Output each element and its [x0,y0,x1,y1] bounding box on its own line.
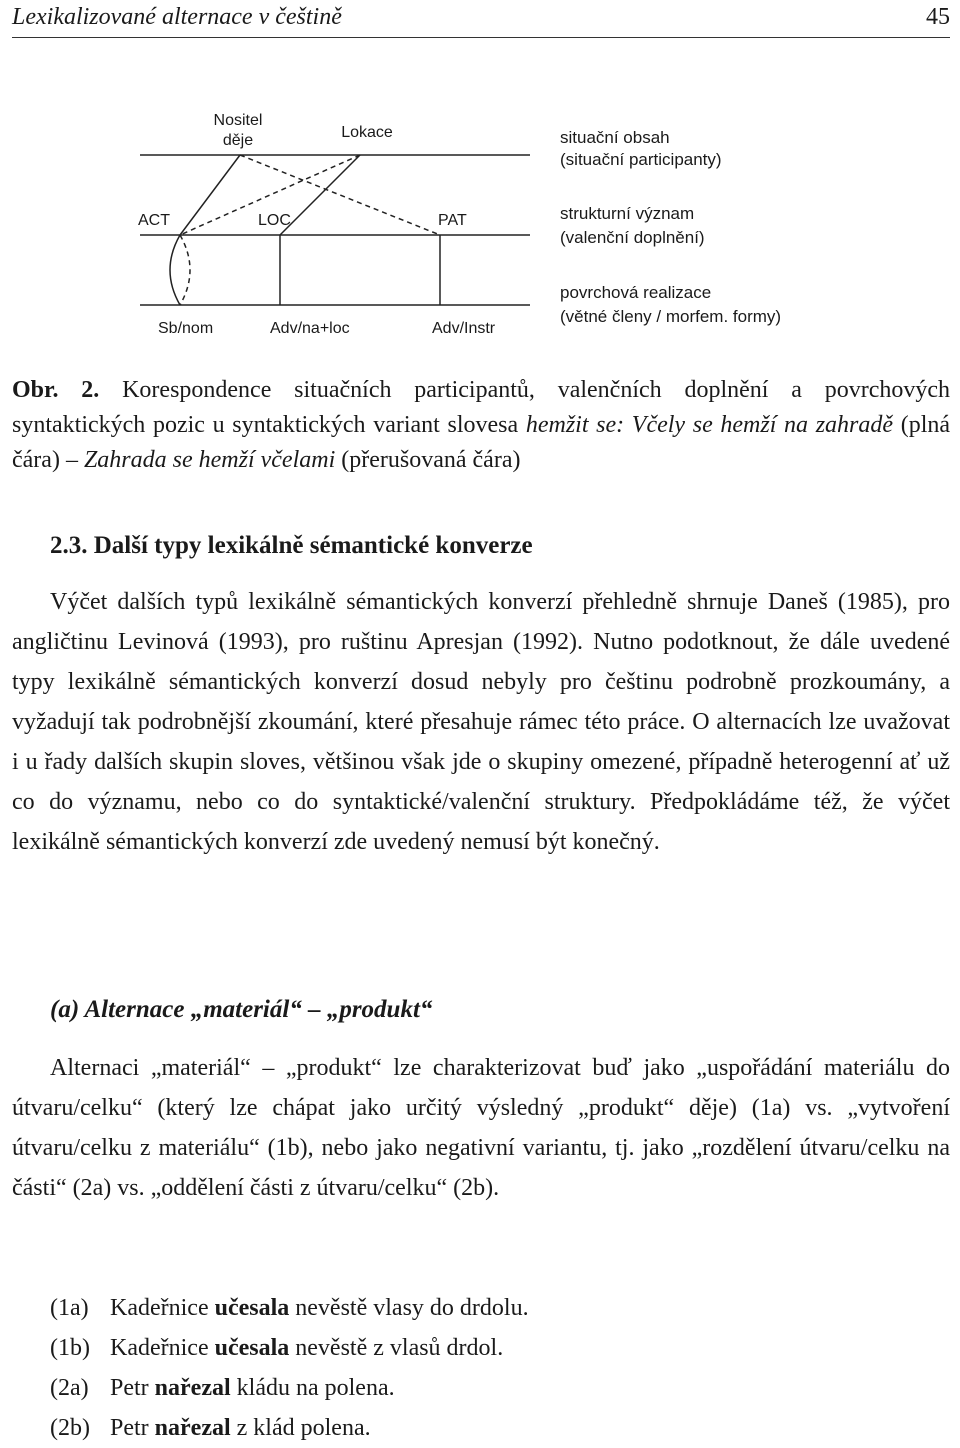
subsection-heading: (a) Alternace „materiál“ – „produkt“ [50,996,433,1023]
caption-text-2: (plná čára) – [12,412,951,473]
figure-caption [12,373,950,478]
example-item [50,1368,529,1408]
lokace-to-loc-line [280,155,360,235]
legend-row3-line2: (větné členy / morfem. formy) [560,307,782,326]
example-post: z klád polena. [230,1415,371,1441]
nositel-label: Nositel [213,112,263,129]
pat-label: PAT [438,212,467,229]
running-title: Lexikalizované alternace v češtině [12,4,342,30]
act-to-sbnom-dashed-curve [180,235,190,305]
section-number: 2.3. [50,532,88,559]
legend-row1-line1: situační obsah [560,128,670,147]
example-post: kládu na polena. [230,1375,395,1401]
example-list [50,1288,529,1448]
example-verb: učesala [214,1295,290,1321]
example-pre: Petr [110,1415,155,1441]
caption-text-1: Korespondence situačních participantů, valenčních doplnění a povrchových syntaktických pozic u syntaktických variant slovesa [12,377,951,438]
example-label: (1b) [50,1335,90,1361]
body-paragraph-2: Alternaci „materiál“ – „produkt“ lze charakterizovat buď jako „uspořádání materiálu do útvaru/celku“ (který lze chápat jako určitý výsledný „produkt“ děje) (1a) vs. „vytvoření útvaru/celku z materiálu“ (1b), nebo jako negativní variantu, tj. jako „rozdělení útvaru/celku na části“ (2a) vs. „oddělení části z útvaru/celku“ (2b). [12,1055,950,1201]
legend-row2-line1: strukturní význam [560,204,695,223]
example-item [50,1288,529,1328]
example-verb: nařezal [154,1375,231,1401]
caption-italic-1: hemžit se: Včely se hemží na zahradě [525,412,894,438]
section-heading [50,528,960,563]
body-paragraph-1: Výčet dalších typů lexikálně sémantických konverzí přehledně shrnuje Daneš (1985), pro angličtinu Levinová (1993), pro ruštinu Apresjan (1992). Nutno podotknout, že dále uvedené typy lexikálně sémantických konverzí dosud nebyly pro češtinu podrobně prozkoumány, a vyžadují tak podrobnější zkoumání, které přesahuje rámec této práce. O alternacích lze uvažovat i u řady dalších skupin sloves, většinou však jde o skupiny omezené, případně heterogenní ať už co do významu, nebo co do syntaktické/valenční struktury. Předpokládáme též, že výčet lexikálně sémantických konverzí zde uvedený nemusí být konečný. [12,589,950,855]
example-label: (2b) [50,1415,90,1441]
advnaloc-label: Adv/na+loc [270,320,350,337]
nositel-to-act-line [180,155,240,235]
page-number: 45 [926,4,950,30]
example-label: (2a) [50,1375,89,1401]
example-item [50,1408,529,1448]
valency-diagram-svg [120,95,860,345]
lokace-label: Lokace [341,124,393,141]
act-to-sbnom-curve [170,235,180,305]
section-title: Další typy lexikálně sémantické konverze [87,532,533,559]
example-verb: nařezal [154,1415,231,1441]
example-pre: Kadeřnice [110,1295,215,1321]
nositel-label-line2: děje [222,132,254,149]
legend-row3-line1: povrchová realizace [560,283,712,302]
example-pre: Kadeřnice [110,1335,215,1361]
sbnom-label: Sb/nom [158,320,214,337]
legend-row1-line2: (situační participanty) [560,150,722,169]
example-verb: učesala [214,1335,290,1361]
header-rule [12,37,950,38]
legend-row2-line2: (valenční doplnění) [560,228,705,247]
caption-italic-2: Zahrada se hemží včelami [83,447,336,473]
example-post: nevěstě z vlasů drdol. [289,1335,504,1361]
caption-text-3: (přerušovaná čára) [335,447,521,473]
running-header [12,0,950,38]
example-item [50,1328,529,1368]
loc-label: LOC [258,212,291,229]
caption-label: Obr. 2. [12,377,100,403]
example-pre: Petr [110,1375,155,1401]
valency-diagram [120,95,860,345]
act-label: ACT [138,212,170,229]
advinstr-label: Adv/Instr [432,320,496,337]
example-label: (1a) [50,1295,89,1321]
example-post: nevěstě vlasy do drdolu. [289,1295,529,1321]
